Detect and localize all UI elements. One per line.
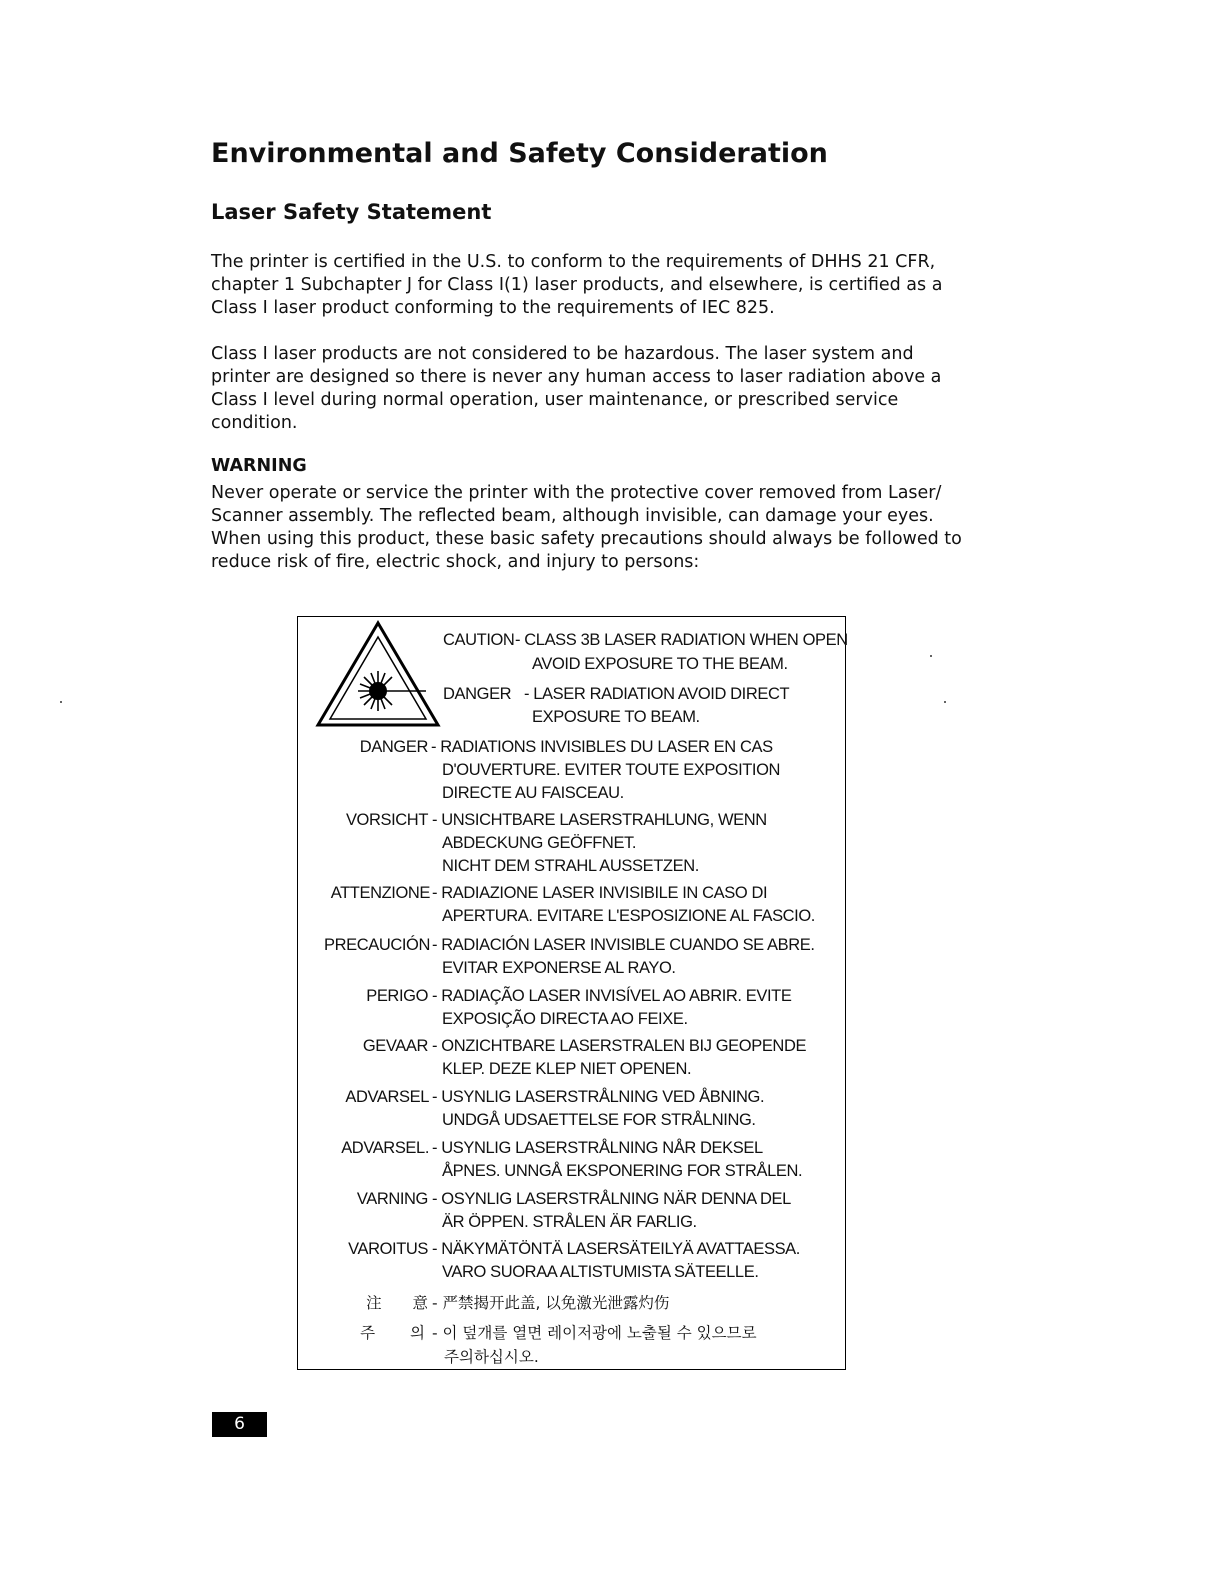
text-line: Class I laser products are not considered to be hazardous. The laser system and <box>211 344 914 364</box>
label-keyword: VARNING <box>356 1190 428 1208</box>
text-line: condition. <box>211 413 298 433</box>
label-keyword: 注 意 <box>366 1294 428 1312</box>
label-text-line: - RADIAÇÃO LASER INVISÍVEL AO ABRIR. EVITE <box>432 987 792 1005</box>
label-keyword: VAROITUS <box>348 1240 428 1258</box>
label-text-line: - LASER RADIATION AVOID DIRECT <box>524 685 790 703</box>
label-text-line: D'OUVERTURE. EVITER TOUTE EXPOSITION <box>442 761 781 779</box>
label-text-line: EXPOSURE TO BEAM. <box>532 708 700 726</box>
label-text-line: - RADIATIONS INVISIBLES DU LASER EN CAS <box>431 738 773 756</box>
label-keyword: PERIGO <box>366 987 428 1005</box>
label-text-line: - 严禁揭开此盖, 以免激光泄露灼伤 <box>432 1294 670 1312</box>
label-text-line: ÄR ÖPPEN. STRÅLEN ÄR FARLIG. <box>442 1213 697 1231</box>
scan-speck <box>944 701 946 703</box>
label-text-line: - NÄKYMÄTÖNTÄ LASERSÄTEILYÄ AVATTAESSA. <box>432 1240 800 1258</box>
laser-warning-label <box>297 616 846 1370</box>
label-keyword: ATTENZIONE <box>330 884 430 902</box>
label-text-line: KLEP. DEZE KLEP NIET OPENEN. <box>442 1060 692 1078</box>
label-keyword: PRECAUCIÓN <box>323 936 430 954</box>
text-line: Class I laser product conforming to the requirements of IEC 825. <box>211 298 775 318</box>
label-text-line: DIRECTE AU FAISCEAU. <box>442 784 624 802</box>
label-text-line: APERTURA. EVITARE L'ESPOSIZIONE AL FASCIO. <box>442 907 815 925</box>
label-text-line: EXPOSIÇÃO DIRECTA AO FEIXE. <box>442 1010 688 1028</box>
label-text-line: - USYNLIG LASERSTRÅLNING NÅR DEKSEL <box>432 1139 763 1157</box>
label-keyword: CAUTION <box>443 631 515 649</box>
text-line: When using this product, these basic safety precautions should always be followed to <box>211 529 962 549</box>
text-line: Class I level during normal operation, user maintenance, or prescribed service <box>211 390 899 410</box>
label-text-line: - RADIACIÓN LASER INVISIBLE CUANDO SE ABRE. <box>432 936 815 954</box>
label-keyword: VORSICHT <box>345 811 428 829</box>
scan-speck <box>60 701 62 703</box>
hazard-paragraph <box>211 343 1011 435</box>
label-text-line: UNDGÅ UDSAETTELSE FOR STRÅLNING. <box>442 1111 756 1129</box>
label-text-line: - RADIAZIONE LASER INVISIBILE IN CASO DI <box>432 884 768 902</box>
label-text-line: 주의하십시오. <box>444 1348 539 1366</box>
text-line: chapter 1 Subchapter J for Class I(1) laser products, and elsewhere, is certified as a <box>211 275 943 295</box>
label-text-line: - USYNLIG LASERSTRÅLNING VED ÅBNING. <box>432 1088 765 1106</box>
text-line: printer are designed so there is never any human access to laser radiation above a <box>211 367 942 387</box>
label-text-line: - OSYNLIG LASERSTRÅLNING NÄR DENNA DEL <box>432 1190 791 1208</box>
label-text-line: - 이 덮개를 열면 레이저광에 노출될 수 있으므로 <box>432 1324 757 1342</box>
label-keyword: DANGER <box>443 685 512 703</box>
page-title: Environmental and Safety Consideration <box>211 138 828 169</box>
label-text-line: ÅPNES. UNNGÅ EKSPONERING FOR STRÅLEN. <box>442 1162 803 1180</box>
text-line: Never operate or service the printer with the protective cover removed from Laser/ <box>211 483 942 503</box>
label-text-line: EVITAR EXPONERSE AL RAYO. <box>442 959 676 977</box>
label-keyword: 주 의 <box>360 1324 425 1342</box>
page-number-badge: 6 <box>212 1412 267 1437</box>
section-title: Laser Safety Statement <box>211 200 492 224</box>
text-line: The printer is certified in the U.S. to conform to the requirements of DHHS 21 CFR, <box>211 252 936 272</box>
laser-hazard-icon <box>314 619 442 729</box>
label-text-line: VARO SUORAA ALTISTUMISTA SÄTEELLE. <box>442 1263 759 1281</box>
scan-speck <box>930 655 932 657</box>
label-text-line: ABDECKUNG GEÖFFNET. <box>442 834 637 852</box>
label-text-line: - CLASS 3B LASER RADIATION WHEN OPEN <box>515 631 848 649</box>
text-line: Scanner assembly. The reflected beam, although invisible, can damage your eyes. <box>211 506 934 526</box>
label-text-line: - UNSICHTBARE LASERSTRAHLUNG, WENN <box>432 811 767 829</box>
certification-paragraph <box>211 251 1011 320</box>
label-keyword: GEVAAR <box>362 1037 428 1055</box>
label-text-line: AVOID EXPOSURE TO THE BEAM. <box>532 655 788 673</box>
label-text-line: NICHT DEM STRAHL AUSSETZEN. <box>442 857 699 875</box>
label-keyword: ADVARSEL <box>345 1088 429 1106</box>
label-keyword: DANGER <box>359 738 428 756</box>
text-line: reduce risk of fire, electric shock, and injury to persons: <box>211 552 700 572</box>
warning-heading: WARNING <box>211 456 307 476</box>
label-keyword: ADVARSEL. <box>341 1139 429 1157</box>
warning-paragraph <box>211 482 1011 574</box>
label-text-line: - ONZICHTBARE LASERSTRALEN BIJ GEOPENDE <box>432 1037 807 1055</box>
